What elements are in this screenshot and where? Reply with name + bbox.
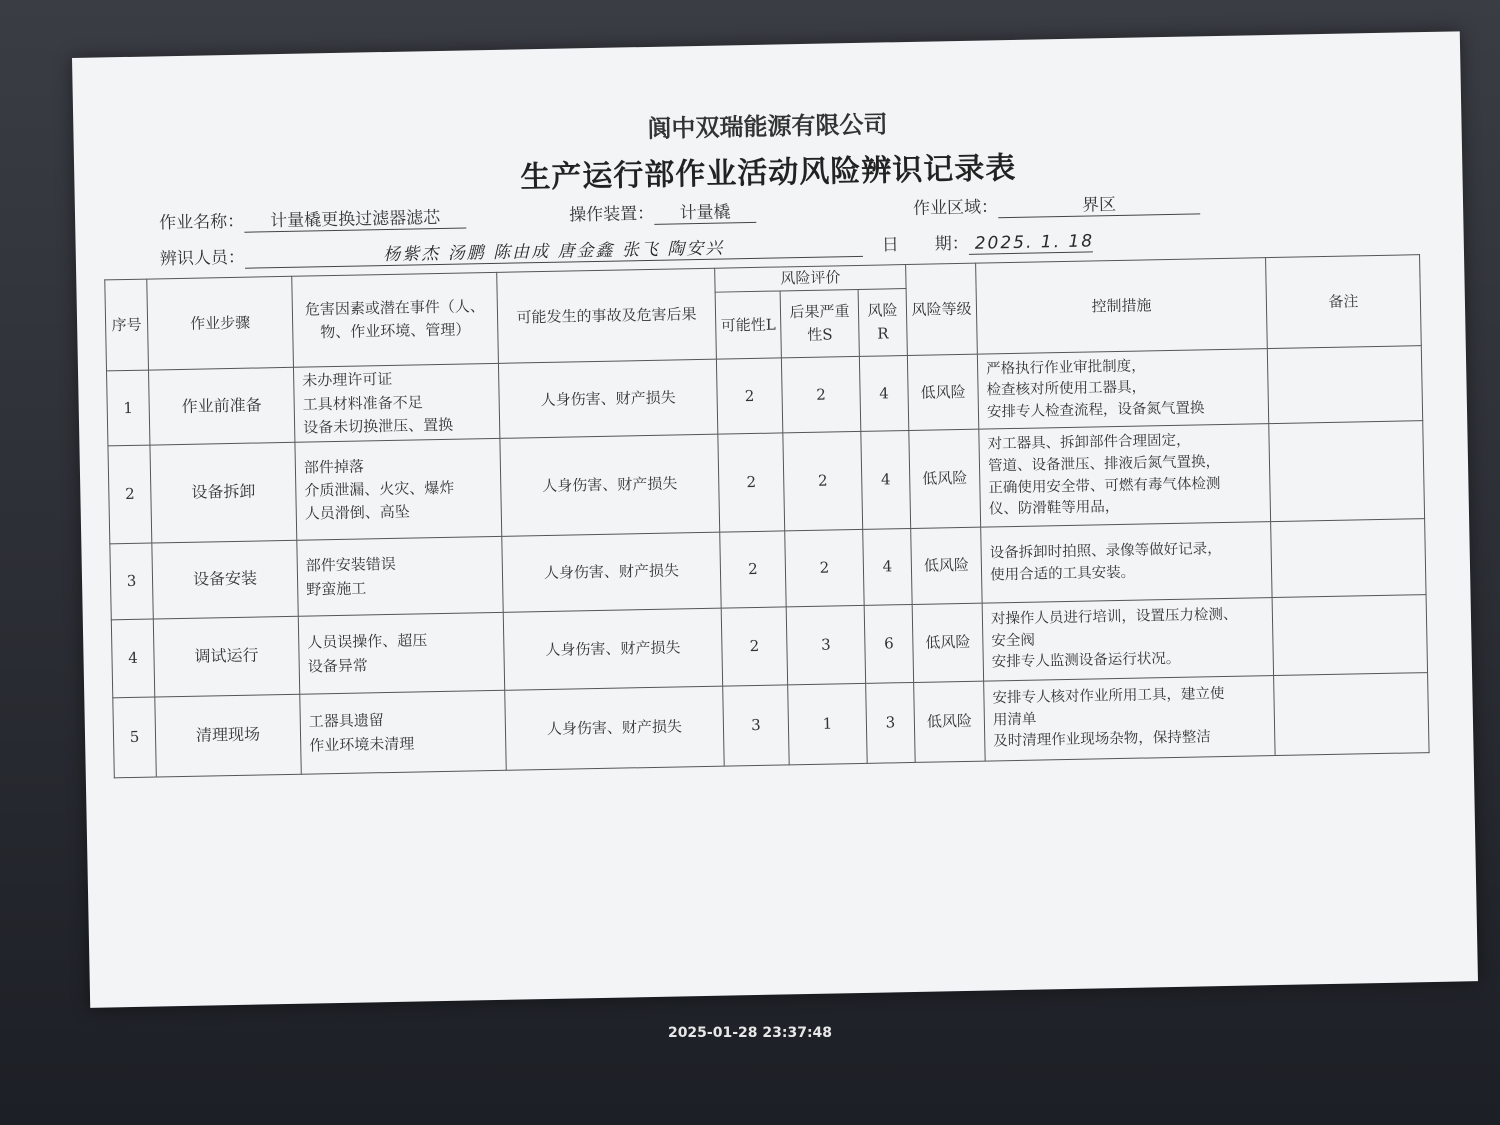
row-consequence: 人身伤害、财产损失 [503, 608, 722, 690]
header-consequence: 可能发生的事故及危害后果 [497, 268, 717, 363]
row-consequence: 人身伤害、财产损失 [502, 532, 721, 612]
header-seq: 序号 [105, 279, 149, 371]
row-severity: 1 [788, 683, 868, 764]
control-line: 安全阀 [991, 632, 1036, 650]
header-hazard: 危害因素或潜在事件（人、物、作业环境、管理） [292, 272, 499, 367]
row-severity: 2 [783, 431, 863, 530]
area-value: 界区 [998, 188, 1200, 218]
row-risk-r: 6 [864, 604, 914, 683]
row-severity: 2 [785, 529, 864, 606]
photo-timestamp: 2025-01-28 23:37:48 [667, 1025, 833, 1041]
date-label-period: 期： [934, 233, 969, 255]
row-severity: 3 [786, 605, 865, 684]
hazard-line: 作业环境未清理 [309, 734, 415, 755]
control-line: 用清单 [992, 711, 1037, 729]
row-hazards [300, 690, 506, 774]
row-remark [1271, 519, 1426, 598]
control-line: 严格执行作业审批制度， [986, 357, 1146, 378]
device-label: 操作装置： [568, 203, 655, 226]
row-step: 调试运行 [153, 616, 299, 697]
area-label: 作业区域： [912, 197, 999, 219]
header-step: 作业步骤 [147, 276, 294, 370]
row-hazards [297, 536, 503, 616]
row-hazards [295, 438, 502, 540]
device-value: 计量橇 [654, 197, 756, 225]
job-name-label: 作业名称： [158, 211, 245, 234]
row-risk-r: 4 [859, 356, 908, 432]
date-label-day: 日 [881, 235, 899, 256]
row-risk-level: 低风险 [914, 681, 986, 762]
hazard-line: 人员滑倒、高坠 [304, 502, 410, 523]
row-hazards [293, 364, 499, 443]
row-hazards [298, 612, 504, 694]
control-line: 管道、设备泄压、排液后氮气置换， [987, 453, 1221, 475]
row-risk-level: 低风险 [909, 429, 981, 528]
row-step: 设备拆卸 [150, 442, 297, 543]
header-severity: 后果严重性S [780, 290, 859, 358]
risk-table [104, 254, 1429, 778]
job-name-field [159, 202, 466, 234]
row-risk-level: 低风险 [911, 527, 982, 604]
row-controls [984, 676, 1275, 762]
job-name-value: 计量橇更换过滤器滤芯 [244, 202, 466, 232]
hazard-line: 工具材料准备不足 [302, 392, 423, 414]
row-risk-level: 低风险 [912, 603, 983, 682]
date-value: 2025. 1. 18 [969, 231, 1093, 254]
row-remark [1269, 421, 1425, 522]
row-risk-r: 4 [863, 528, 912, 605]
row-controls [981, 522, 1272, 604]
row-risk-r: 4 [861, 431, 911, 530]
row-risk-level: 低风险 [907, 354, 978, 430]
header-control: 控制措施 [976, 258, 1268, 355]
control-line: 设备拆卸时拍照、录像等做好记录， [989, 540, 1222, 562]
control-line: 安排专人核对作业所用工具，建立使 [992, 685, 1225, 707]
header-likelihood: 可能性L [715, 291, 781, 359]
hazard-line: 人员误操作、超压 [307, 631, 428, 652]
row-remark [1272, 595, 1427, 676]
row-seq: 3 [110, 543, 153, 620]
identifier-label: 辨识人员： [159, 247, 246, 270]
row-seq: 1 [107, 370, 150, 446]
control-line: 安排专人监测设备运行状况。 [991, 651, 1181, 671]
control-line: 仪、防滑鞋等用品， [988, 499, 1120, 518]
control-line: 对操作人员进行培训，设置压力检测、 [990, 606, 1238, 628]
row-remark [1267, 346, 1422, 424]
row-remark [1274, 673, 1430, 756]
hazard-line: 工器具遗留 [308, 711, 384, 731]
row-likelihood: 2 [720, 531, 786, 608]
date-field [881, 226, 1095, 256]
row-step: 作业前准备 [149, 368, 295, 446]
control-line: 正确使用安全带、可燃有毒气体检测 [988, 475, 1221, 496]
control-line: 安排专人检查流程，设备氮气置换 [986, 400, 1205, 421]
row-severity: 2 [781, 357, 860, 433]
header-risk-eval: 风险评价 [715, 265, 906, 293]
row-consequence: 人身伤害、财产损失 [500, 434, 720, 536]
hazard-line: 设备未切换泄压、置换 [302, 415, 454, 437]
row-likelihood: 3 [723, 685, 790, 766]
document-sheet [72, 31, 1478, 1007]
identifier-signatures: 杨紫杰 汤鹏 陈由成 唐金鑫 张飞 陶安兴 [245, 231, 863, 269]
identifier-field [160, 231, 863, 270]
header-remark: 备注 [1266, 255, 1422, 349]
hazard-line: 部件安装错误 [305, 555, 396, 575]
row-seq: 4 [111, 619, 154, 698]
header-risk-r: 风险R [858, 289, 907, 357]
company-name: 阆中双瑞能源有限公司 [647, 110, 888, 143]
header-risk-level: 风险等级 [906, 263, 978, 356]
row-controls [982, 598, 1273, 682]
row-risk-r: 3 [866, 682, 916, 763]
row-seq: 2 [108, 445, 152, 544]
control-line: 使用合适的工具安装。 [989, 564, 1136, 583]
hazard-line: 野蛮施工 [306, 578, 367, 599]
control-line: 及时清理作业现场杂物，保持整洁 [993, 729, 1211, 750]
hazard-line: 设备异常 [307, 655, 368, 676]
device-field [569, 197, 756, 227]
control-line: 检查核对所使用工器具， [986, 379, 1147, 399]
row-likelihood: 2 [716, 358, 782, 434]
row-controls [977, 349, 1268, 429]
row-consequence: 人身伤害、财产损失 [505, 686, 724, 770]
row-step: 设备安装 [152, 540, 298, 619]
area-field [913, 188, 1200, 220]
control-line: 对工器具、拆卸部件合理固定， [987, 432, 1191, 453]
row-likelihood: 2 [721, 607, 787, 686]
hazard-line: 介质泄漏、火灾、爆炸 [304, 478, 455, 500]
row-seq: 5 [113, 697, 157, 778]
hazard-line: 未办理许可证 [302, 370, 393, 390]
hazard-line: 部件掉落 [303, 457, 365, 477]
row-controls [979, 424, 1271, 528]
row-step: 清理现场 [155, 694, 302, 777]
row-consequence: 人身伤害、财产损失 [498, 359, 717, 438]
row-likelihood: 2 [718, 433, 785, 532]
form-title: 生产运行部作业活动风险辨识记录表 [520, 150, 1017, 196]
